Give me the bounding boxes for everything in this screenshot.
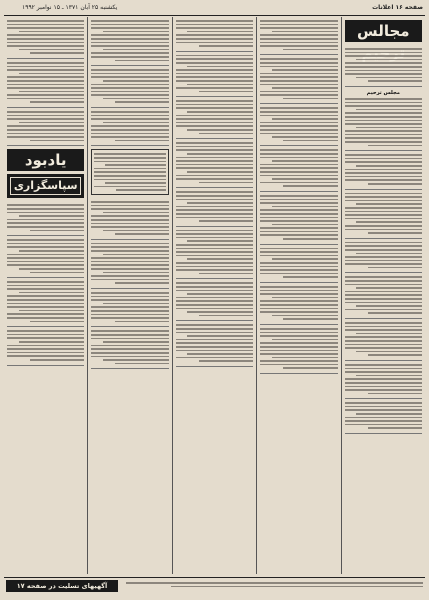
column-5 — [4, 17, 88, 574]
notice-body-text — [260, 58, 337, 99]
notice-body-text — [345, 154, 422, 184]
notice-body-text — [91, 20, 168, 61]
notice-block — [260, 104, 337, 146]
notice-body-text — [7, 281, 84, 322]
notice-body-text — [345, 402, 422, 429]
notice-body-text — [345, 276, 422, 314]
page-footer — [4, 577, 425, 594]
notice-body-text — [94, 153, 165, 191]
column-1 — [342, 17, 425, 574]
notice-block — [7, 108, 84, 146]
notice-block — [176, 279, 253, 321]
notice-body-text — [260, 286, 337, 320]
notice-block — [91, 240, 168, 289]
notice-body-text — [176, 282, 253, 316]
notice-body-text — [91, 330, 168, 364]
notice-body-text — [91, 111, 168, 141]
notice-block — [176, 17, 253, 52]
notice-body-text — [176, 100, 253, 134]
condolence-banner: مجالس — [345, 20, 422, 42]
notice-body-text — [176, 230, 253, 275]
notice-block — [345, 319, 422, 361]
notice-body-text — [260, 149, 337, 187]
notice-body-text — [7, 20, 84, 54]
notice-block — [260, 325, 337, 374]
notice-body-text — [91, 69, 168, 103]
notice-body-text — [176, 142, 253, 183]
memorial-banner: یادبود — [7, 149, 84, 171]
notice-block — [260, 146, 337, 192]
notice-body-text — [345, 98, 422, 146]
notice-block — [176, 139, 253, 188]
notice-block — [260, 245, 337, 283]
column-4 — [88, 17, 172, 574]
footer-text-block — [126, 582, 423, 587]
notice-body-text — [91, 292, 168, 322]
notice-body-text — [345, 322, 422, 356]
notice-body-text — [7, 62, 84, 103]
notice-block — [91, 149, 168, 195]
notice-body-text — [176, 20, 253, 47]
notice-body-text — [7, 239, 84, 273]
notice-block — [91, 66, 168, 108]
column-2 — [257, 17, 341, 574]
notice-block — [345, 151, 422, 189]
notice-block — [7, 327, 84, 365]
notice-block — [176, 52, 253, 98]
notice-body-text — [91, 243, 168, 284]
ad-columns — [4, 17, 425, 574]
notice-block — [7, 278, 84, 327]
notice-body-text — [7, 204, 84, 231]
notice-block — [91, 327, 168, 369]
column-3 — [173, 17, 257, 574]
continued-notice: آگهیهای تسلیت در صفحه ۱۷ — [6, 580, 118, 592]
notice-block — [7, 201, 84, 236]
notice-body-text — [176, 55, 253, 93]
notice-body-text — [91, 201, 168, 235]
notice-body-text — [345, 364, 422, 394]
notice-title: مجلس ترحیم — [366, 89, 400, 96]
page-number-label: صفحه ۱۶ اعلانات — [372, 4, 423, 11]
notice-block — [260, 283, 337, 325]
notice-block — [91, 17, 168, 66]
notice-block — [345, 399, 422, 434]
notice-block — [91, 108, 168, 146]
notice-block — [345, 361, 422, 399]
notice-block — [176, 188, 253, 226]
notice-body-text — [260, 195, 337, 240]
notice-block — [345, 273, 422, 319]
notice-block — [7, 17, 84, 59]
notice-block — [345, 45, 422, 87]
notice-body-text — [260, 107, 337, 141]
notice-block — [260, 55, 337, 104]
notice-block — [345, 239, 422, 274]
notice-block — [91, 289, 168, 327]
notice-block — [7, 236, 84, 278]
issue-date: یکشنبه ۲۵ آبان ۱۳۷۱ ـ ۱۵ نوامبر ۱۹۹۲ — [22, 4, 118, 11]
gratitude-banner: سپاسگزاری — [7, 174, 84, 198]
notice-block — [260, 17, 337, 55]
page-header — [4, 3, 425, 16]
notice-block — [345, 87, 422, 151]
notice-block — [7, 59, 84, 108]
notice-block — [176, 227, 253, 280]
notice-body-text — [345, 193, 422, 234]
notice-body-text — [7, 111, 84, 141]
notice-body-text — [260, 248, 337, 278]
notice-block — [176, 97, 253, 139]
notice-body-text — [345, 48, 422, 82]
notice-body-text — [7, 330, 84, 360]
notice-body-text — [345, 242, 422, 269]
notice-body-text — [176, 324, 253, 362]
notice-body-text — [176, 191, 253, 221]
notice-body-text — [260, 328, 337, 369]
notice-block — [91, 198, 168, 240]
notice-block — [260, 192, 337, 245]
notice-block — [345, 190, 422, 239]
notice-body-text — [260, 20, 337, 50]
notice-block — [176, 321, 253, 367]
